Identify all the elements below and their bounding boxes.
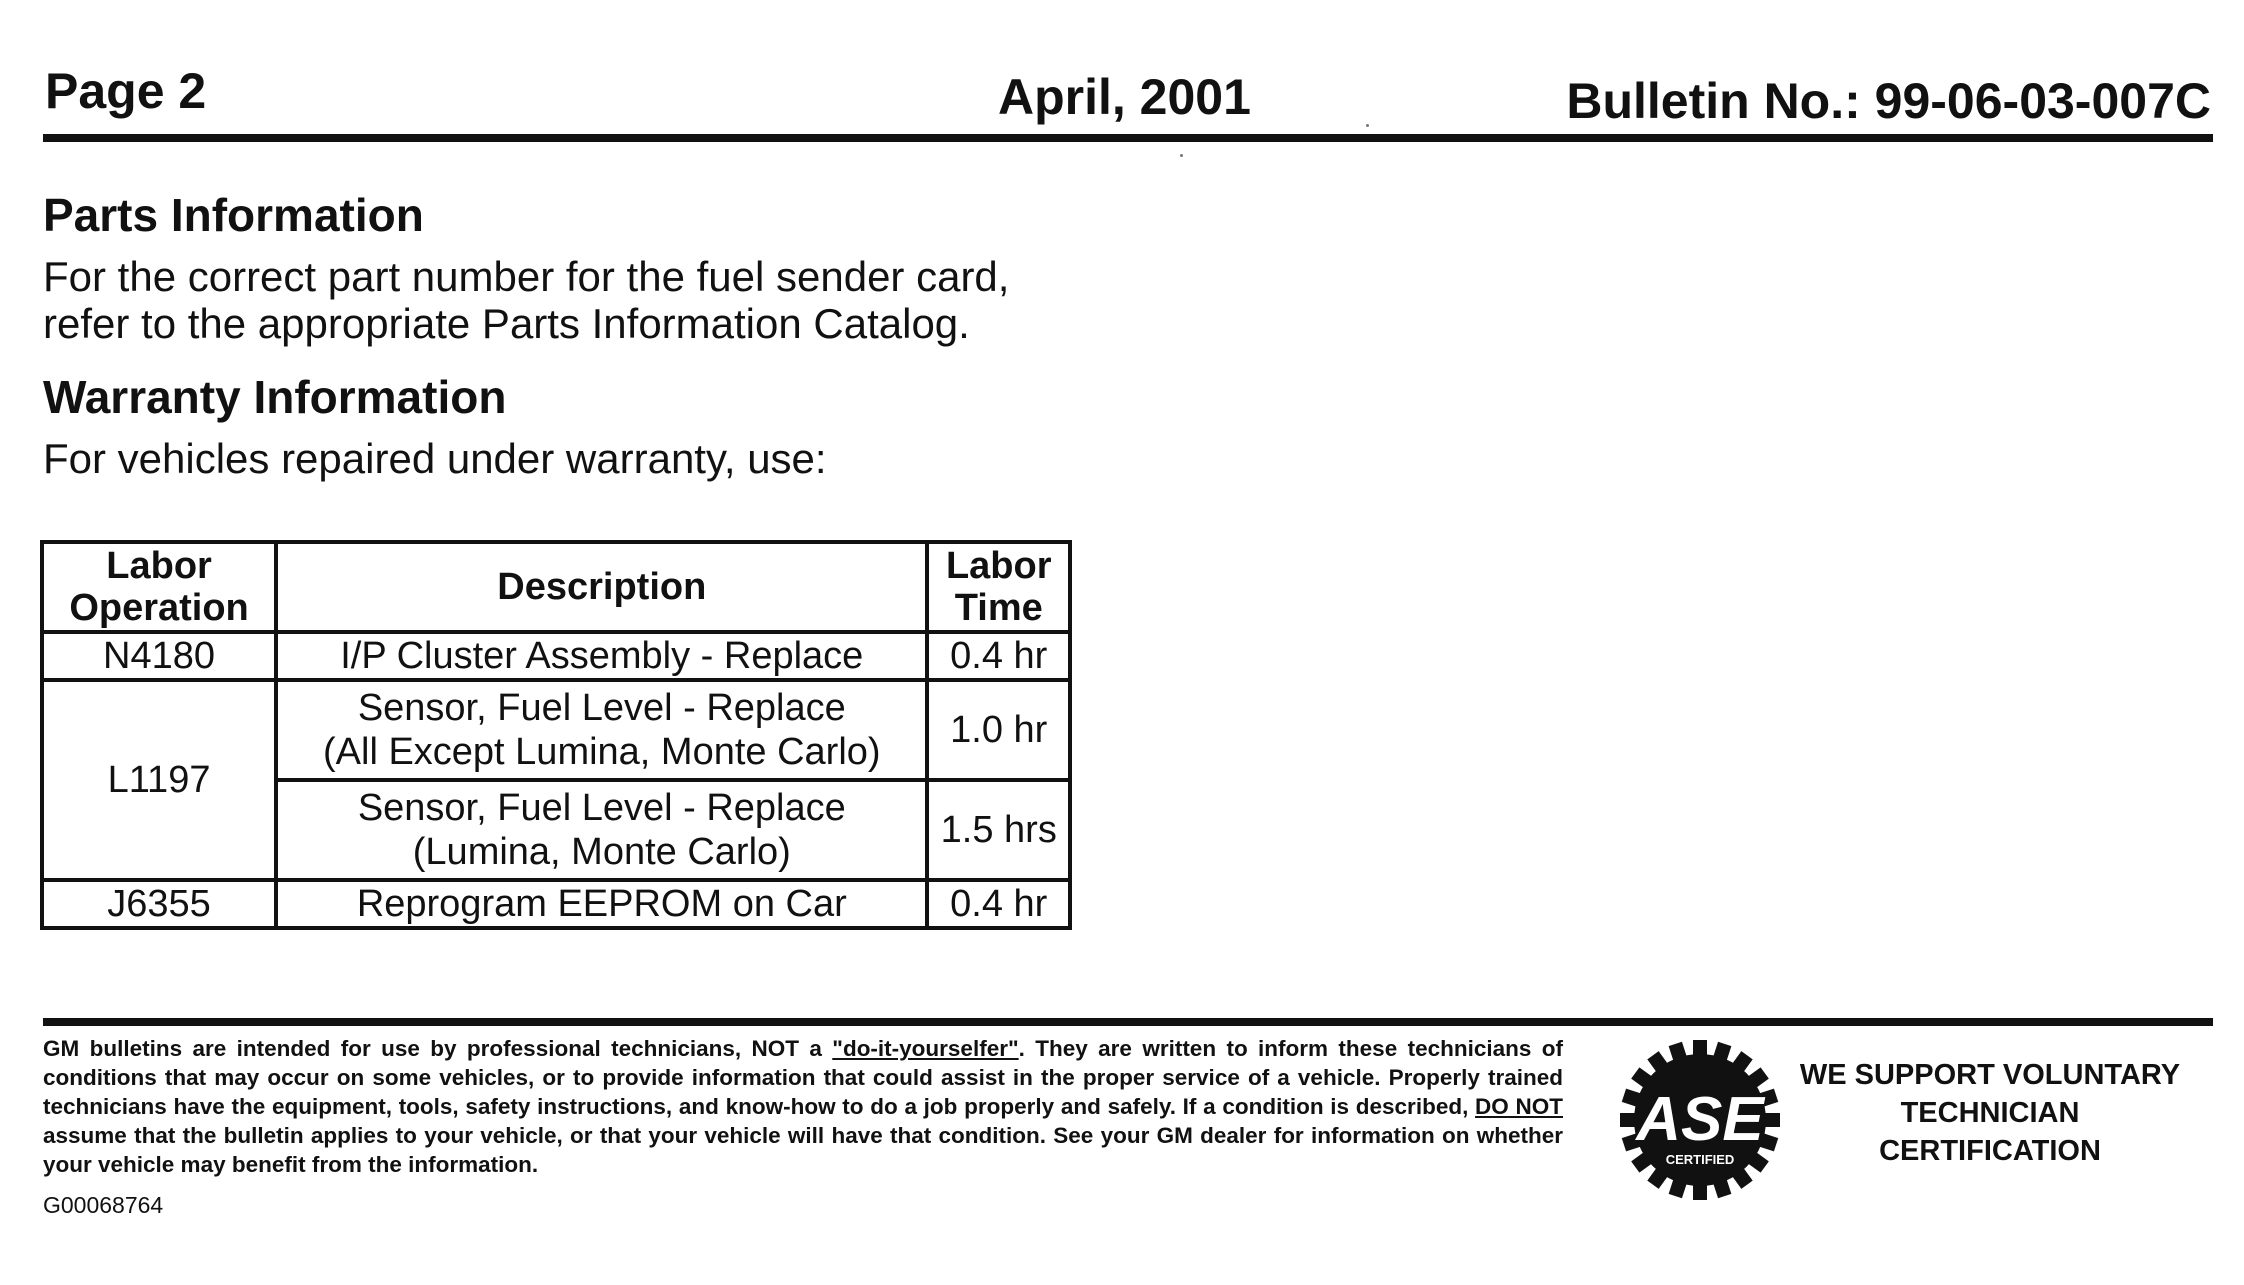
header-labor-time	[927, 542, 1070, 632]
table-row	[42, 680, 1070, 780]
scan-speck	[1180, 154, 1183, 157]
table-row	[42, 632, 1070, 680]
warranty-intro: For vehicles repaired under warranty, use:	[43, 435, 827, 482]
labor-time-cell: 0.4 hr	[927, 632, 1070, 680]
table-row	[42, 880, 1070, 928]
description-cell: Reprogram EEPROM on Car	[276, 880, 927, 928]
ase-certified-icon	[1620, 1040, 1780, 1200]
ase-caption-line-1: WE SUPPORT VOLUNTARY	[1799, 1059, 2181, 1091]
disclaimer-part-1: GM bulletins are intended for use by professional technicians, NOT a	[43, 1036, 833, 1061]
description-line-1: Sensor, Fuel Level - Replace	[357, 687, 846, 729]
header-labor-operation-line-1: Labor	[106, 545, 212, 587]
header-labor-time-line-1: Labor	[945, 545, 1052, 587]
ase-caption-line-3: CERTIFICATION	[1879, 1135, 2101, 1167]
labor-time-cell: 1.5 hrs	[927, 780, 1070, 880]
parts-information-heading: Parts Information	[43, 189, 424, 241]
ase-caption-line-2: TECHNICIAN	[1900, 1097, 2080, 1129]
footer-divider	[43, 1018, 2213, 1026]
header-labor-operation-line-2: Operation	[69, 587, 249, 629]
labor-operation-cell: L1197	[42, 680, 276, 880]
disclaimer-part-3: assume that the bulletin applies to your vehicle, or that your vehicle will have that condition. See your GM dealer for information on whether your vehicle may benefit from the information.	[43, 1123, 1563, 1177]
header-labor-operation	[42, 542, 276, 632]
header-labor-time-line-2: Time	[954, 587, 1043, 629]
disclaimer-do-not: DO NOT	[1475, 1094, 1564, 1119]
labor-time-cell: 0.4 hr	[927, 880, 1070, 928]
scan-speck	[1366, 124, 1369, 127]
disclaimer-diy-term: "do-it-yourselfer"	[832, 1036, 1019, 1061]
parts-information-line-1: For the correct part number for the fuel sender card,	[43, 253, 1010, 300]
ase-logo-letters: ASE	[1636, 1085, 1764, 1154]
parts-information-line-2: refer to the appropriate Parts Information Catalog.	[43, 300, 970, 347]
warranty-information-heading: Warranty Information	[43, 371, 507, 423]
disclaimer-part-2: . They are written to inform these technicians of conditions that may occur on some vehicles, or to provide information that could assist in the proper service of a vehicle. Properly trained technicians have the equipment, tools, safety instructions, and know-how to do a job properly and safely. If a condition is described,	[43, 1036, 1563, 1119]
description-cell: I/P Cluster Assembly - Replace	[276, 632, 927, 680]
header-divider	[43, 134, 2213, 142]
description-line-2: (Lumina, Monte Carlo)	[412, 831, 791, 873]
description-cell	[276, 680, 927, 780]
header-description: Description	[276, 542, 927, 632]
ase-caption	[1780, 1056, 2200, 1170]
labor-operations-table	[40, 540, 1072, 930]
description-line-2: (All Except Lumina, Monte Carlo)	[323, 731, 881, 773]
bulletin-number: Bulletin No.: 99-06-03-007C	[1566, 73, 2211, 129]
description-cell	[276, 780, 927, 880]
labor-operation-cell: N4180	[42, 632, 276, 680]
disclaimer-text	[43, 1034, 1563, 1179]
page-number: Page 2	[45, 63, 207, 119]
description-line-1: Sensor, Fuel Level - Replace	[357, 787, 846, 829]
table-header-row	[42, 542, 1070, 632]
document-id: G00068764	[43, 1192, 164, 1218]
labor-time-cell: 1.0 hr	[927, 680, 1070, 780]
labor-operation-cell: J6355	[42, 880, 276, 928]
ase-logo-certified: CERTIFIED	[1665, 1152, 1735, 1167]
bulletin-date: April, 2001	[998, 69, 1251, 125]
